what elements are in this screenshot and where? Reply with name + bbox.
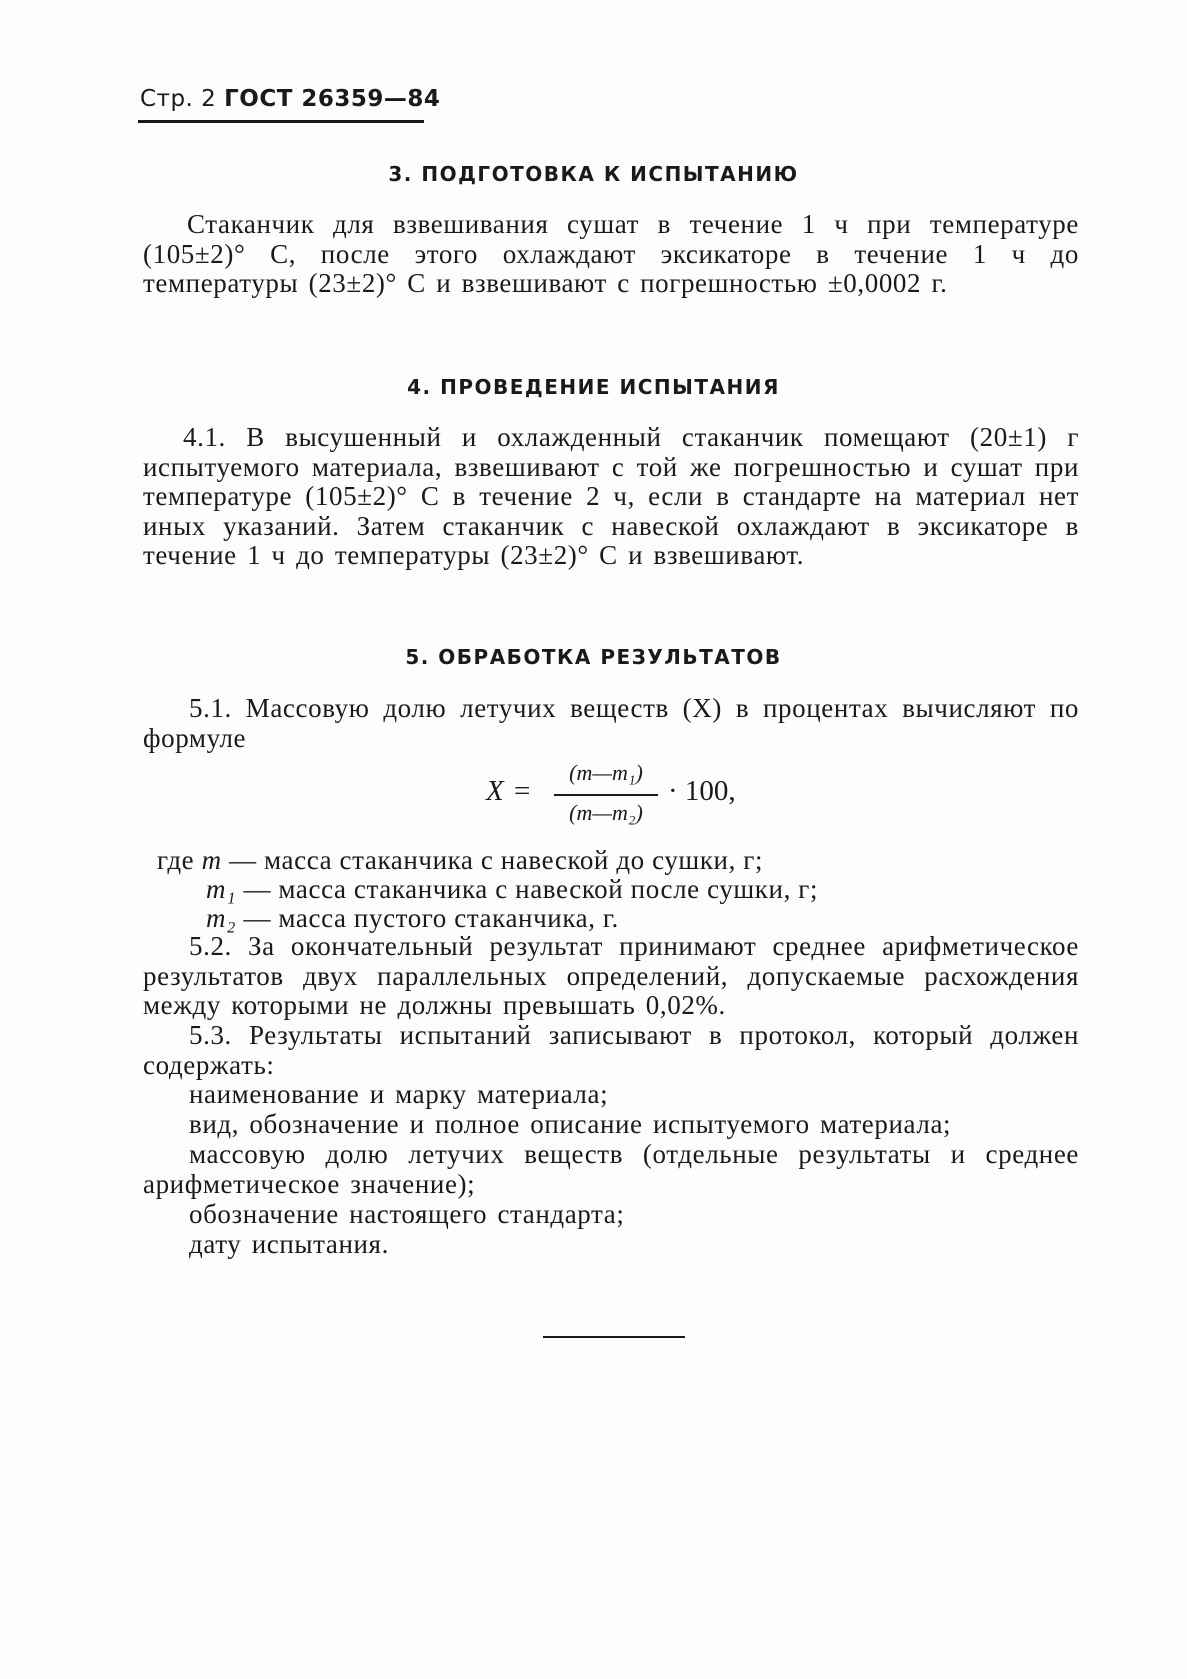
section-3-heading: 3. ПОДГОТОВКА К ИСПЫТАНИЮ bbox=[388, 162, 799, 186]
list-item: обозначение настоящего стандарта; bbox=[189, 1199, 625, 1229]
where-symbol: m₂ bbox=[206, 903, 237, 933]
where-symbol: m bbox=[201, 845, 222, 875]
list-item: наименование и марку материала; bbox=[189, 1079, 609, 1109]
section-5-heading: 5. ОБРАБОТКА РЕЗУЛЬТАТОВ bbox=[405, 645, 782, 669]
paragraph-5-2: 5.2. За окончательный результат принимают среднее арифметическое результатов двух параллельных определений, допускаемые расхождения между которыми не должны превышать 0,02%. bbox=[143, 931, 1079, 1020]
formula-lhs: X bbox=[486, 775, 504, 807]
running-header bbox=[140, 86, 440, 112]
formula bbox=[486, 760, 746, 830]
section-4-text: 4.1. В высушенный и охлажденный стаканчик помещают (20±1) г испытуемого материала, взвешивают с той же погрешностью и сушат при температуре (105±2)° С в течение 2 ч, если в стандарте на материал нет иных указаний. Затем стаканчик с навеской охлаждают в эксикаторе в течение 1 ч до температуры (23±2)° С и взвешивают. bbox=[143, 422, 1079, 570]
where-symbol: m₁ bbox=[206, 874, 237, 904]
formula-denominator: (m—m₂) bbox=[569, 800, 643, 825]
where-line-2 bbox=[206, 874, 818, 905]
list-item: массовую долю летучих веществ (отдельные результаты и среднее арифметическое значение); bbox=[143, 1139, 1079, 1199]
where-desc: — масса стаканчика с навеской до сушки, г; bbox=[229, 845, 764, 875]
formula-multiplier: · 100, bbox=[668, 775, 736, 807]
paragraph-5-1: 5.1. Массовую долю летучих веществ (X) в процентах вычисляют по формуле bbox=[143, 693, 1079, 753]
where-desc: — масса стаканчика с навеской после сушки, г; bbox=[243, 874, 819, 904]
section-3-text: Стаканчик для взвешивания сушат в течение 1 ч при температуре (105±2)° С, после этого охлаждают эксикаторе в течение 1 ч до температуры (23±2)° С и взвешивают с погрешностью ±0,0002 г. bbox=[143, 209, 1079, 298]
list-item: дату испытания. bbox=[189, 1229, 389, 1259]
page-number: Стр. 2 bbox=[140, 86, 217, 112]
paragraph-5-3: 5.3. Результаты испытаний записывают в протокол, который должен содержать: bbox=[143, 1020, 1079, 1080]
fraction-bar bbox=[554, 794, 658, 796]
where-line-1 bbox=[157, 845, 763, 876]
where-line-3 bbox=[206, 903, 619, 934]
header-rule bbox=[138, 120, 424, 123]
standard-number: ГОСТ 26359—84 bbox=[224, 86, 441, 112]
where-desc: — масса пустого стаканчика, г. bbox=[243, 903, 619, 933]
formula-numerator: (m—m₁) bbox=[569, 760, 643, 785]
formula-equals: = bbox=[514, 775, 531, 807]
end-rule bbox=[543, 1336, 685, 1338]
section-4-heading: 4. ПРОВЕДЕНИЕ ИСПЫТАНИЯ bbox=[407, 375, 780, 399]
where-prefix: где bbox=[157, 845, 195, 875]
list-item: вид, обозначение и полное описание испытуемого материала; bbox=[189, 1109, 952, 1139]
